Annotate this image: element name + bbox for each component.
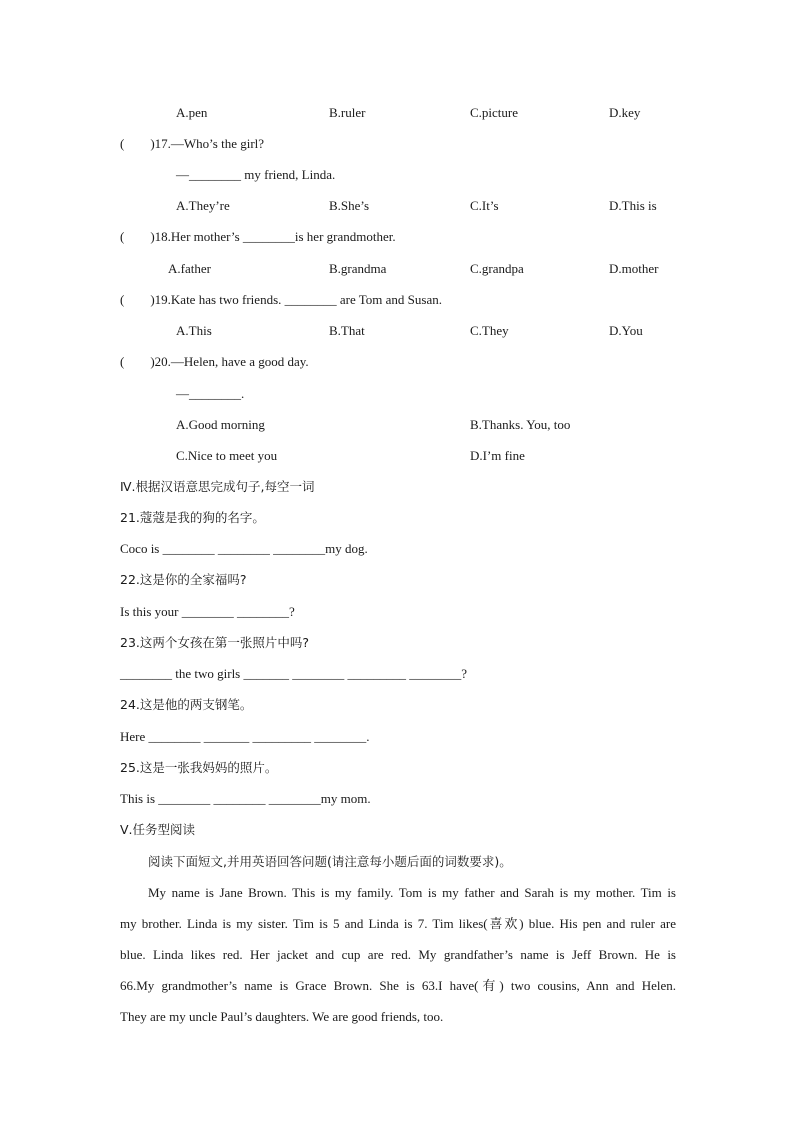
q16-option-d: D.key: [609, 105, 641, 120]
q20-option-c: C.Nice to meet you: [176, 448, 278, 463]
q18-option-c: C.grandpa: [470, 261, 524, 276]
section4-title: Ⅳ.根据汉语意思完成句子,每空一词: [120, 479, 315, 494]
passage-line: My name is Jane Brown. This is my family. Tom is my father and Sarah is my mother. Tim is: [148, 885, 676, 900]
q17-line2: —________ my friend, Linda.: [176, 167, 336, 182]
q17-option-a: A.They’re: [176, 198, 230, 213]
passage-line: my brother. Linda is my sister. Tim is 5 and Linda is 7. Tim likes(喜欢) blue. His pen and ruler are: [120, 916, 676, 931]
q17-option-b: B.She’s: [329, 198, 370, 213]
q24-english: Here ________ _______ _________ ________.: [120, 729, 370, 744]
q22-english: Is this your ________ ________?: [120, 604, 295, 619]
q23-english: ________ the two girls _______ ________ _________ ________?: [120, 666, 468, 681]
q24-chinese: 24.这是他的两支钢笔。: [120, 697, 253, 712]
q20-line2: —________.: [176, 386, 245, 401]
q19-stem: ( )19.Kate has two friends. ________ are Tom and Susan.: [120, 292, 442, 307]
q20-option-b: B.Thanks. You, too: [470, 417, 571, 432]
q16-option-b: B.ruler: [329, 105, 366, 120]
reading-passage: [120, 877, 676, 1032]
q20-option-d: D.I’m fine: [470, 448, 525, 463]
passage-line: 66.My grandmother’s name is Grace Brown. She is 63.I have(有) two cousins, Ann and Helen.: [120, 978, 676, 993]
q17-stem: ( )17.—Who’s the girl?: [120, 136, 265, 151]
q19-option-b: B.That: [329, 323, 365, 338]
q23-chinese: 23.这两个女孩在第一张照片中吗?: [120, 635, 310, 650]
q20-option-a: A.Good morning: [176, 417, 265, 432]
q19-option-d: D.You: [609, 323, 643, 338]
q17-option-d: D.This is: [609, 198, 657, 213]
q19-option-c: C.They: [470, 323, 509, 338]
q22-chinese: 22.这是你的全家福吗?: [120, 572, 247, 587]
q21-english: Coco is ________ ________ ________my dog.: [120, 541, 368, 556]
section5-instruction: 阅读下面短文,并用英语回答问题(请注意每小题后面的词数要求)。: [148, 854, 512, 869]
q20-stem: ( )20.—Helen, have a good day.: [120, 354, 309, 369]
q18-stem: ( )18.Her mother’s ________is her grandmother.: [120, 229, 396, 244]
section5-title: Ⅴ.任务型阅读: [120, 822, 196, 837]
q16-option-c: C.picture: [470, 105, 519, 120]
q25-chinese: 25.这是一张我妈妈的照片。: [120, 760, 278, 775]
q21-chinese: 21.蔻蔻是我的狗的名字。: [120, 510, 265, 525]
q17-option-c: C.It’s: [470, 198, 499, 213]
q18-option-b: B.grandma: [329, 261, 387, 276]
passage-line: They are my uncle Paul’s daughters. We are good friends, too.: [120, 1009, 444, 1024]
q25-english: This is ________ ________ ________my mom.: [120, 791, 371, 806]
q18-option-d: D.mother: [609, 261, 659, 276]
q18-option-a: A.father: [168, 261, 211, 276]
q19-option-a: A.This: [176, 323, 212, 338]
q16-option-a: A.pen: [176, 105, 208, 120]
passage-line: blue. Linda likes red. Her jacket and cup are red. My grandfather’s name is Jeff Brown. He is: [120, 947, 676, 962]
